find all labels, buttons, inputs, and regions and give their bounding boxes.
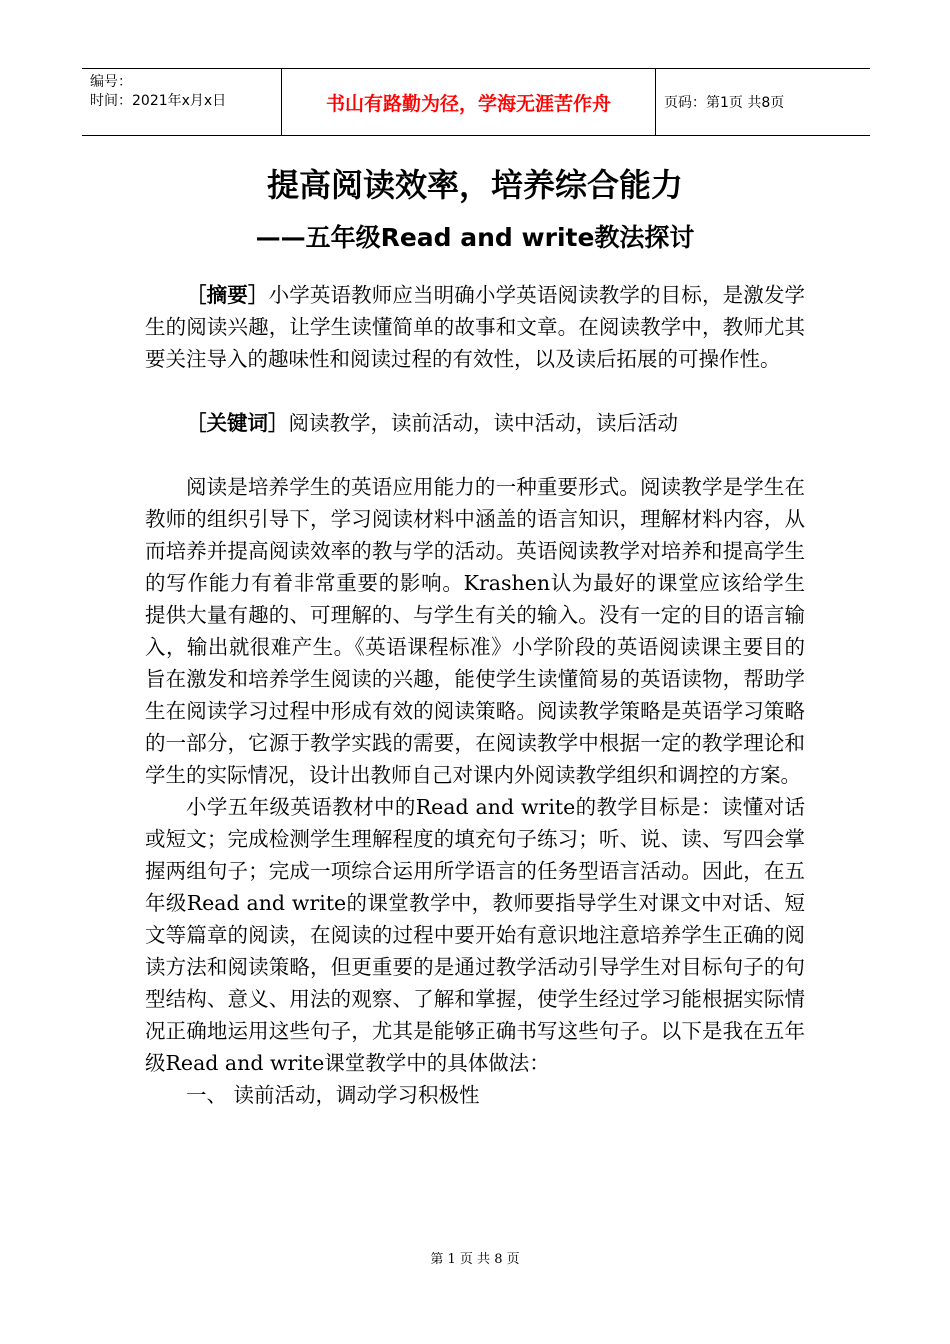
section-heading: 一、 读前活动，调动学习积极性 <box>186 1083 480 1107</box>
header-page-number: 页码：第1页 共8页 <box>664 95 785 111</box>
abstract-text: 小学英语教师应当明确小学英语阅读教学的目标，是激发学生的阅读兴趣，让学生读懂简单的故事和文章。在阅读教学中，教师尤其要关注导入的趣味性和阅读过程的有效性，以及读后拓展的可操作性。 <box>145 283 806 371</box>
keywords-label: ［关键词］ <box>186 411 289 435</box>
document-time-label: 时间：2021年x月x日 <box>90 93 227 109</box>
document-subtitle: ——五年级Read and write教法探讨 <box>255 223 695 252</box>
header-meta <box>82 69 282 135</box>
page-header <box>82 68 870 136</box>
document-title: 提高阅读效率，培养综合能力 <box>266 166 683 204</box>
page-footer: 第 1 页 共 8 页 <box>430 1252 520 1267</box>
body-paragraph: 阅读是培养学生的英语应用能力的一种重要形式。阅读教学是学生在教师的组织引导下，学习阅读材料中涵盖的语言知识，理解材料内容，从而培养并提高阅读效率的教与学的活动。英语阅读教学对培养和提高学生的写作能力有着非常重要的影响。Krashen认为最好的课堂应该给学生提供大量有趣的、可理解的、与学生有关的输入。没有一定的目的语言输入，输出就很难产生。《英语课程标准》小学阶段的英语阅读课主要目的旨在激发和培养学生阅读的兴趣，能使学生读懂简易的英语读物，帮助学生在阅读学习过程中形成有效的阅读策略。阅读教学策略是英语学习策略的一部分，它源于教学实践的需要，在阅读教学中根据一定的教学理论和学生的实际情况，设计出教师自己对课内外阅读教学组织和调控的方案。 <box>145 475 805 787</box>
keywords-text: 阅读教学，读前活动，读中活动，读后活动 <box>288 411 678 435</box>
document-body <box>145 279 805 1111</box>
keywords-paragraph <box>145 407 805 439</box>
body-paragraph: 小学五年级英语教材中的Read and write的教学目标是：读懂对话或短文；完成检测学生理解程度的填充句子练习；听、说、读、写四会掌握两组句子；完成一项综合运用所学语言的任务型语言活动。因此，在五年级Read and write的课堂教学中，教师要指导学生对课文中对话、短文等篇章的阅读，在阅读的过程中要开始有意识地注意培养学生正确的阅读方法和阅读策略，但更重要的是通过教学活动引导学生对目标句子的句型结构、意义、用法的观察、了解和掌握，使学生经过学习能根据实际情况正确地运用这些句子，尤其是能够正确书写这些句子。以下是我在五年级Read and write课堂教学中的具体做法： <box>145 795 805 1075</box>
header-motto: 书山有路勤为径，学海无涯苦作舟 <box>282 69 656 135</box>
abstract-paragraph <box>145 279 805 375</box>
abstract-label: ［摘要］ <box>186 283 269 307</box>
document-number-label: 编号： <box>90 74 132 90</box>
